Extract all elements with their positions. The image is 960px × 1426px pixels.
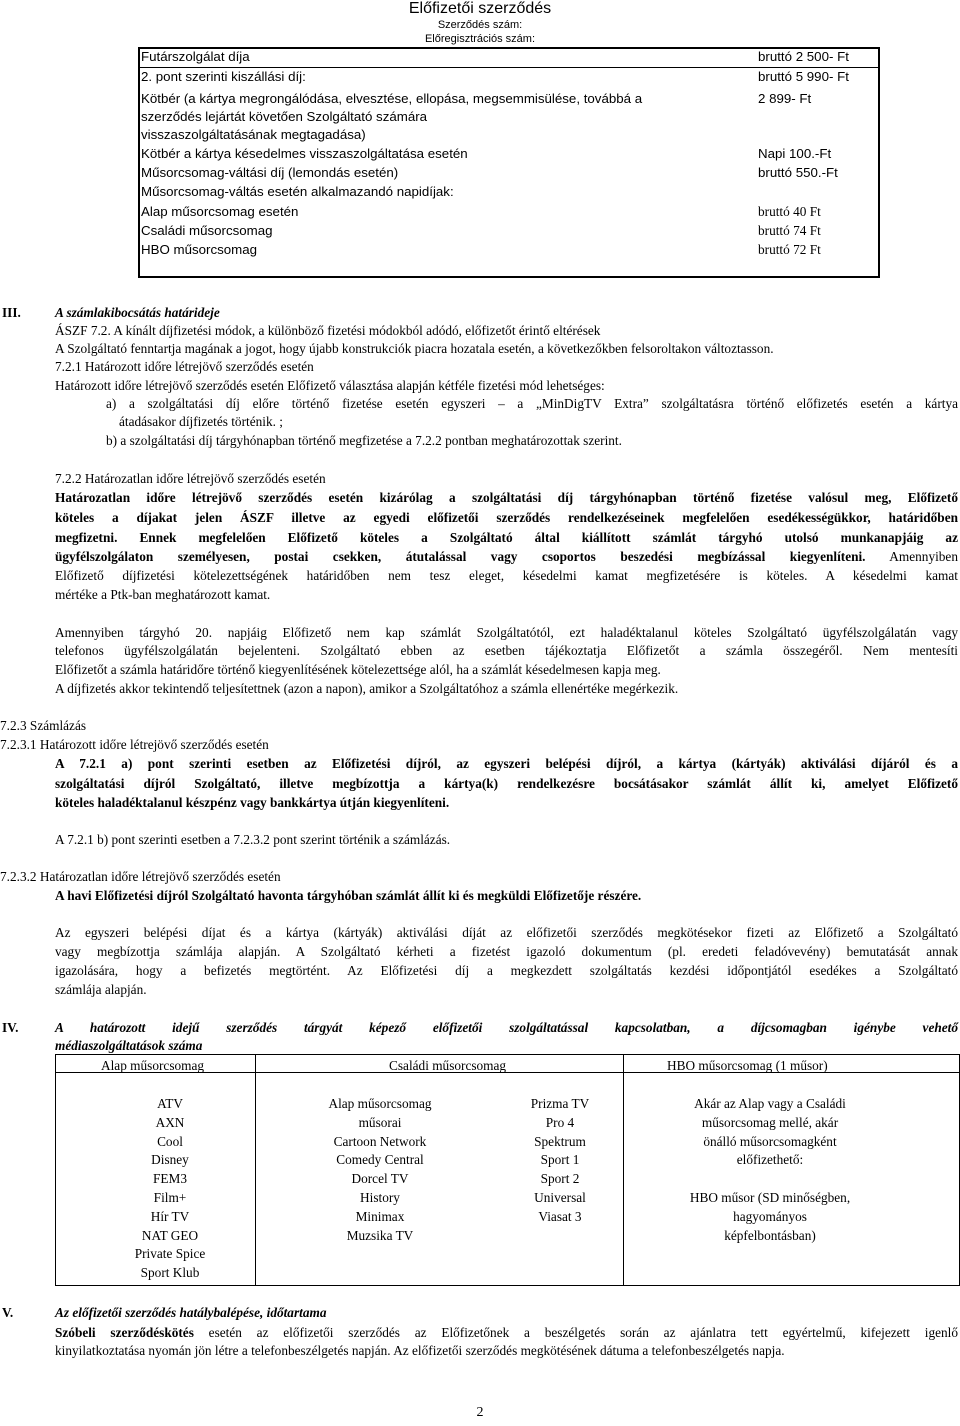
paragraph-line: mértéke a Ptk-ban meghatározott kamat. bbox=[55, 587, 271, 602]
column-header-alap: Alap műsorcsomag bbox=[101, 1058, 205, 1073]
list-item: Private Spice bbox=[134, 1246, 206, 1262]
csaladi-channel-list-a bbox=[305, 1095, 455, 1245]
fee-label: visszaszolgáltatásának megtagadása) bbox=[141, 127, 366, 142]
page-number: 2 bbox=[476, 1405, 484, 1420]
section-title: A számlakibocsátás határideje bbox=[55, 305, 220, 320]
section-title: A határozott idejű szerződés tárgyát képező előfizetői szolgáltatással kapcsolatban, a díjcsomagban igénybe vehető bbox=[55, 1020, 958, 1035]
subsection-heading: 7.2.2 Határozatlan időre létrejövő szerződés esetén bbox=[55, 471, 326, 486]
list-item: Comedy Central bbox=[336, 1152, 424, 1168]
fee-label: szerződés lejártát követően Szolgáltató számára bbox=[141, 109, 428, 124]
fee-label: Kötbér (a kártya megrongálódása, elvesztése, ellopása, megsemmisülése, továbbá a bbox=[141, 91, 643, 106]
fee-value: bruttó 74 Ft bbox=[758, 223, 821, 238]
paragraph-line: A 7.2.1 a) pont szerinti esetben az Előfizetési díjról, az egyszeri belépési díjról, a kártya (kártyák) aktiválási díjáról és a bbox=[55, 756, 958, 771]
paragraph-line: köteles a díjakat jelen ÁSZF illetve az egyedi előfizetői szerződés rendelkezéseinek megfelelően esedékességükkor, határidőben bbox=[55, 510, 958, 525]
fee-value: bruttó 2 500- Ft bbox=[758, 49, 849, 64]
fee-value: bruttó 550.-Ft bbox=[758, 165, 838, 180]
paragraph-line: kinyilatkoztatása nyomán jön létre a telefonbeszélgetés napján. Az előfizetői szerződés megkötésének dátuma a telefonbeszélgetés napja. bbox=[55, 1343, 785, 1358]
table-border bbox=[255, 1054, 256, 1286]
alap-channel-list bbox=[100, 1095, 240, 1283]
list-item: Universal bbox=[534, 1189, 586, 1205]
list-item-a: a) a szolgáltatási díj előre történő fizetése esetén egyszeri – a „MinDigTV Extra” szolgáltatásra történő előfizetés esetén a kártya bbox=[106, 396, 958, 411]
paragraph-line: köteles haladéktalanul készpénz vagy bankkártya útján kiegyenlíteni. bbox=[55, 795, 450, 810]
list-item: Viasat 3 bbox=[538, 1208, 582, 1224]
list-item: Alap műsorcsomag bbox=[328, 1096, 432, 1111]
list-item: Cartoon Network bbox=[333, 1133, 427, 1149]
list-item bbox=[655, 1170, 885, 1189]
list-item: History bbox=[360, 1189, 400, 1205]
paragraph-line: számlája alapján. bbox=[55, 982, 147, 997]
fee-label: Alap műsorcsomag esetén bbox=[141, 204, 299, 219]
fee-value: 2 899- Ft bbox=[758, 91, 812, 106]
paragraph-line: A díjfizetés akkor tekintendő teljesítettnek (azon a napon), amikor a Szolgáltatóhoz a számla ellenértéke megérkezik. bbox=[55, 681, 679, 696]
paragraph-line: A 7.2.1 b) pont szerinti esetben a 7.2.3.2 pont szerint történik a számlázás. bbox=[55, 832, 451, 847]
contract-number-label: Szerződés szám: bbox=[437, 19, 523, 31]
subsection-heading: 7.2.3 Számlázás bbox=[0, 718, 87, 733]
list-item: előfizethető: bbox=[736, 1152, 804, 1168]
document-title: Előfizetői szerződés bbox=[408, 0, 552, 17]
paragraph-line: vagy megbízottja számlája alapján. A Szolgáltató kérheti a fizetést igazoló dokumentum (pl. eredeti feladóvevény) bemutatását annak bbox=[55, 944, 958, 959]
list-item: Minimax bbox=[355, 1208, 405, 1224]
list-item: Film+ bbox=[153, 1189, 187, 1205]
fee-value: Napi 100.-Ft bbox=[758, 146, 832, 161]
paragraph-line: Határozatlan időre létrejövő szerződés esetén kizárólag a szolgáltatási díj tárgyhónapban történő fizetése valósul meg, Előfizető bbox=[55, 490, 958, 505]
list-item: Pro 4 bbox=[545, 1114, 575, 1130]
bold-text: ügyfélszolgálaton személyesen, postai csekken, átutalással vagy csoportos beszedési megbízással kiegyenlíteni. bbox=[55, 549, 866, 564]
plain-text: esetén az előfizetői szerződés az Előfizetőnek a beszélgetés során az ajánlatra tett egyértelmű, kifejezett igenlő bbox=[193, 1325, 958, 1340]
paragraph-line: megfizetni. Ennek megfelelően Előfizető köteles a Szolgáltató által kiállított számlát tárgyhó utolsó munkanapjáig az bbox=[55, 530, 958, 545]
paragraph-line: telefonos ügyfélszolgálatán bejelenteni. Szolgáltató ebben az esetben tájékoztatja Előfizetőt a számla összegéről. Nem mentesíti bbox=[55, 643, 958, 658]
paragraph-line: igazolására, hogy a befizetés megtörtént. Az Előfizetési díj a megkezdett szolgáltatás kezdési időpontjától esedékes a Szolgáltató bbox=[55, 963, 958, 978]
subsection-heading: 7.2.3.1 Határozott időre létrejövő szerződés esetén bbox=[0, 737, 269, 752]
list-item: képfelbontásban) bbox=[724, 1227, 816, 1243]
table-border bbox=[55, 1054, 960, 1055]
section-title-cont: médiaszolgáltatások száma bbox=[55, 1038, 203, 1053]
list-item: műsorai bbox=[358, 1114, 402, 1130]
plain-text: Amennyiben bbox=[865, 549, 958, 564]
subsection-heading: 7.2.1 Határozott időre létrejövő szerződés esetén bbox=[55, 359, 314, 374]
bold-text: Szóbeli szerződéskötés bbox=[55, 1325, 194, 1340]
list-item: Dorcel TV bbox=[351, 1171, 409, 1187]
fee-label: 2. pont szerinti kiszállási díj: bbox=[141, 69, 306, 84]
list-item: Akár az Alap vagy a Családi bbox=[694, 1096, 846, 1111]
fee-label: HBO műsorcsomag bbox=[141, 242, 258, 257]
hbo-description bbox=[655, 1095, 885, 1245]
paragraph-line: Előfizető díjfizetési kötelezettségének határidőben nem tesz eleget, késedelmi kamat megfizetésére is köteles. A késedelmi kamat bbox=[55, 568, 958, 583]
table-border bbox=[55, 1285, 960, 1286]
fee-label: Kötbér a kártya késedelmes visszaszolgáltatása esetén bbox=[141, 146, 468, 161]
fee-value: bruttó 72 Ft bbox=[758, 242, 821, 257]
aszf-reference: ÁSZF 7.2. A kínált díjfizetési módok, a különböző fizetési módokból adódó, előfizetőt érintő eltérések bbox=[55, 323, 601, 338]
list-item: Hír TV bbox=[150, 1208, 190, 1224]
fee-value: bruttó 5 990- Ft bbox=[758, 69, 849, 84]
preregistration-number-label: Előregisztrációs szám: bbox=[424, 33, 536, 45]
paragraph-line: Határozott időre létrejövő szerződés esetén Előfizető választása alapján kétféle fizetési mód lehetséges: bbox=[55, 378, 605, 393]
list-item: Prizma TV bbox=[530, 1096, 590, 1111]
table-border bbox=[55, 1054, 56, 1286]
paragraph-line bbox=[55, 548, 958, 567]
paragraph-line bbox=[55, 1324, 958, 1343]
list-item: Sport 1 bbox=[540, 1152, 580, 1168]
paragraph-line: Előfizetőt a számla határidőre történő kiegyenlítésének kötelezettsége alól, ha a számlát késedelmesen kapja meg. bbox=[55, 662, 661, 677]
list-item: Sport Klub bbox=[140, 1265, 200, 1281]
list-item: önálló műsorcsomagként bbox=[703, 1133, 837, 1149]
list-item: Spektrum bbox=[534, 1133, 586, 1149]
list-item: AXN bbox=[155, 1114, 185, 1130]
paragraph-line: A Szolgáltató fenntartja magának a jogot, hogy újabb konstrukciók piacra hozatala esetén, a következőkben felsoroltakon változtasson. bbox=[55, 341, 774, 356]
section-number: III. bbox=[2, 305, 21, 320]
list-item: műsorcsomag mellé, akár bbox=[701, 1114, 839, 1130]
list-item: Cool bbox=[157, 1133, 183, 1149]
list-item: Disney bbox=[151, 1152, 189, 1168]
fee-value: bruttó 40 Ft bbox=[758, 204, 821, 219]
section-number: V. bbox=[2, 1305, 14, 1320]
section-number: IV. bbox=[2, 1020, 19, 1035]
fee-label: Műsorcsomag-váltás esetén alkalmazandó napidíjak: bbox=[141, 184, 454, 199]
list-item-a-cont: átadásakor díjfizetés történik. ; bbox=[119, 414, 283, 429]
paragraph-line: A havi Előfizetési díjról Szolgáltató havonta tárgyhóban számlát állít ki és megküldi Előfizetője részére. bbox=[55, 888, 642, 903]
fee-label: Műsorcsomag-váltási díj (lemondás esetén) bbox=[141, 165, 399, 180]
table-border bbox=[623, 1054, 624, 1286]
section-title: Az előfizetői szerződés hatálybalépése, időtartama bbox=[55, 1305, 327, 1320]
csaladi-channel-list-b bbox=[500, 1095, 620, 1227]
fee-label: Futárszolgálat díja bbox=[141, 49, 250, 64]
list-item: ATV bbox=[157, 1096, 183, 1111]
list-item: FEM3 bbox=[153, 1171, 187, 1187]
paragraph-line: szolgáltatási díjról Szolgáltató, illetve megbízottja a kártya(k) rendelkezésre bocsátásakor számlát állít ki, amelyet Előfizető bbox=[55, 776, 958, 791]
list-item: NAT GEO bbox=[141, 1227, 199, 1243]
subsection-heading: 7.2.3.2 Határozatlan időre létrejövő szerződés esetén bbox=[0, 869, 281, 884]
column-header-csaladi: Családi műsorcsomag bbox=[389, 1058, 507, 1073]
list-item: HBO műsor (SD minőségben, bbox=[689, 1189, 851, 1205]
paragraph-line: Az egyszeri belépési díjat és a kártya (kártyák) aktiválási díját az előfizetői szerződés megkötésekor fizeti az Előfizető a Szolgáltató bbox=[55, 925, 958, 940]
list-item: Muzsika TV bbox=[346, 1227, 414, 1243]
paragraph-line: Amennyiben tárgyhó 20. napjáig Előfizető nem kap számlát Szolgáltatótól, ezt haladéktalanul köteles Szolgáltató ügyfélszolgálatán vagy bbox=[55, 625, 958, 640]
fee-label: Családi műsorcsomag bbox=[141, 223, 273, 238]
column-header-hbo: HBO műsorcsomag (1 műsor) bbox=[667, 1058, 828, 1073]
list-item: hagyományos bbox=[733, 1208, 807, 1224]
list-item: Sport 2 bbox=[540, 1171, 580, 1187]
list-item-b: b) a szolgáltatási díj tárgyhónapban történő megfizetése a 7.2.2 pontban meghatározottak szerint. bbox=[106, 433, 622, 448]
